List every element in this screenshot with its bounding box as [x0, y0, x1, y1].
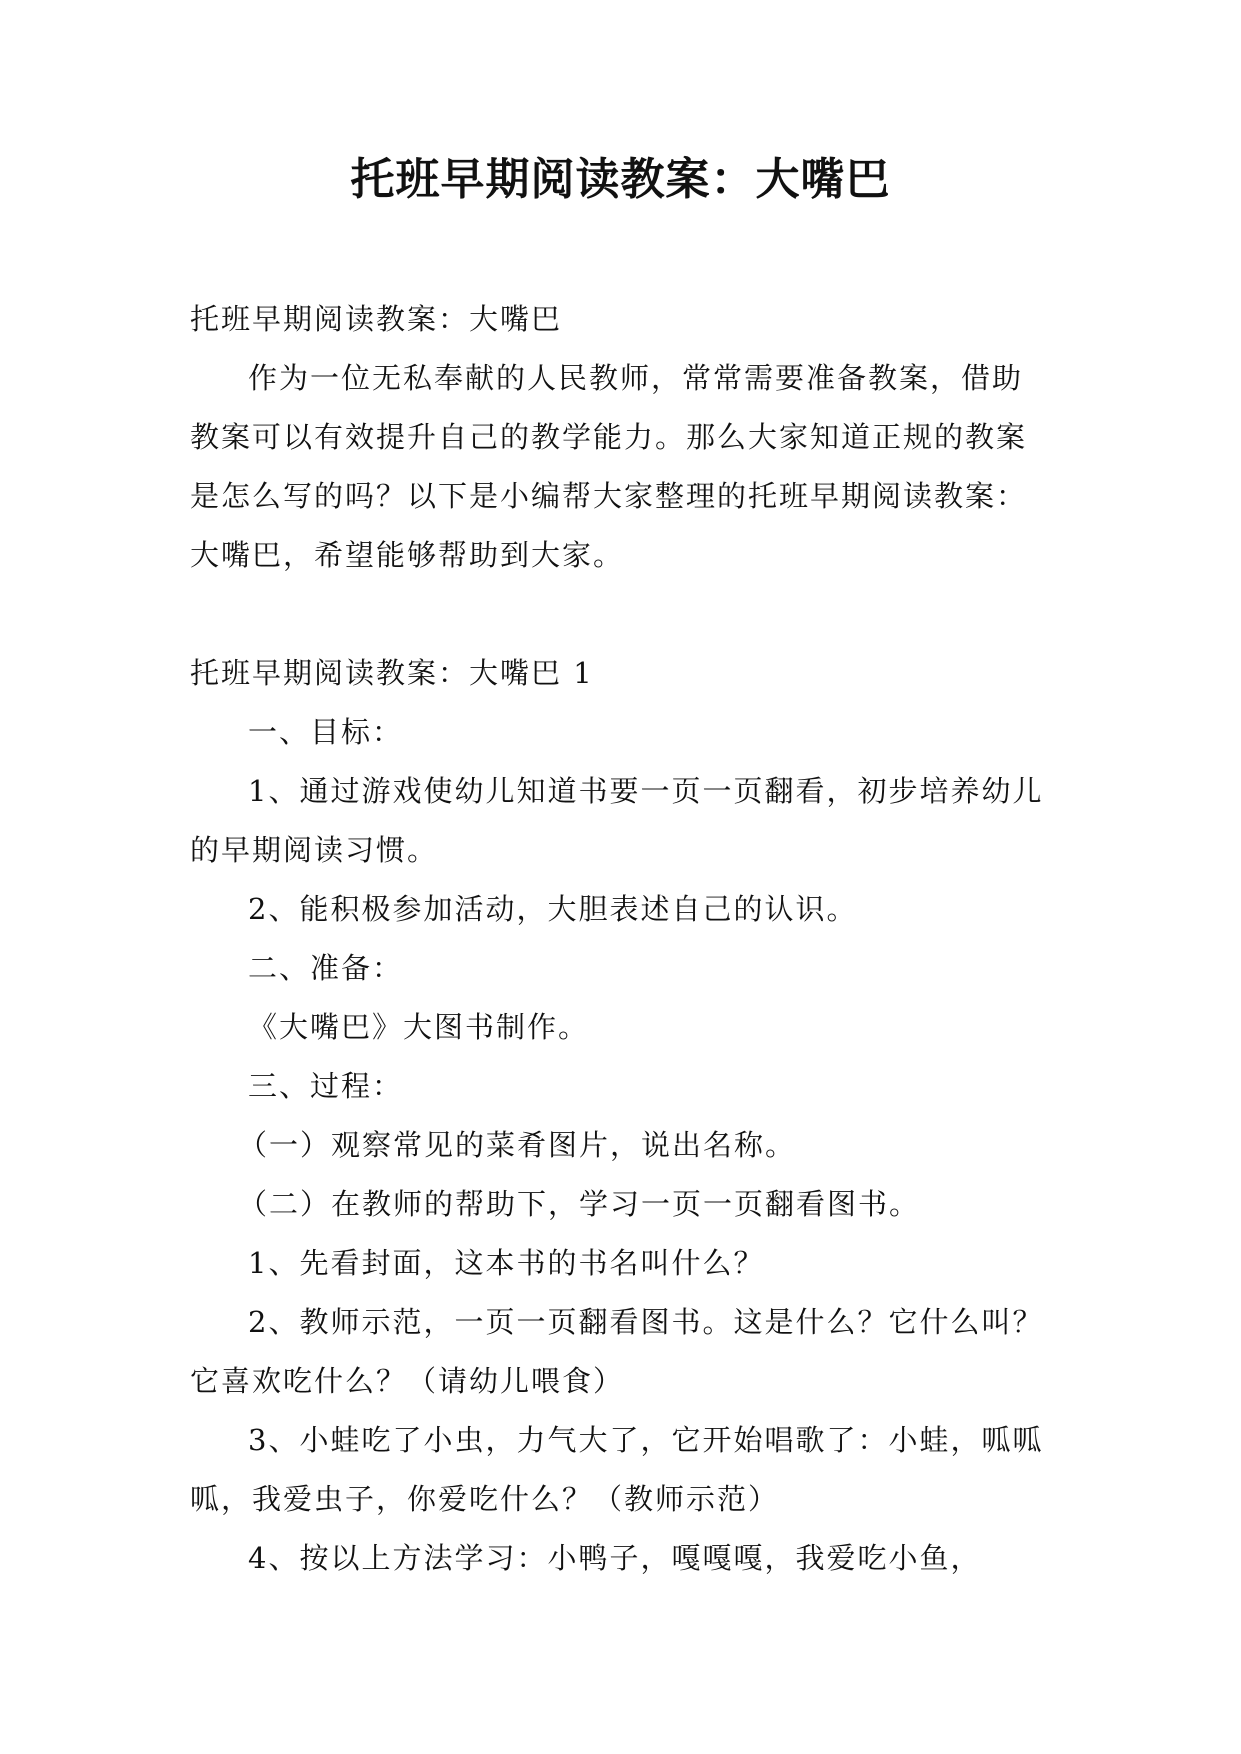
- paragraph-gap: [190, 585, 1052, 644]
- goal-item-1: 1、通过游戏使幼儿知道书要一页一页翻看，初步培养幼儿的早期阅读习惯。: [190, 774, 1044, 867]
- process-substep-1: 1、先看封面，这本书的书名叫什么？: [248, 1246, 765, 1280]
- process-step-1: （一）观察常见的菜肴图片，说出名称。: [238, 1128, 797, 1162]
- document-title: 托班早期阅读教案：大嘴巴: [350, 154, 891, 205]
- document-body: [190, 290, 1052, 1588]
- goal-item-2: 2、能积极参加活动，大胆表述自己的认识。: [248, 892, 858, 926]
- process-substep-3: 3、小蛙吃了小虫，力气大了，它开始唱歌了：小蛙，呱呱呱，我爱虫子，你爱吃什么？（教师示范）: [190, 1423, 1044, 1516]
- section-heading: 托班早期阅读教案：大嘴巴 1: [190, 656, 594, 690]
- intro-paragraph: 作为一位无私奉献的人民教师，常常需要准备教案，借助教案可以有效提升自己的教学能力。那么大家知道正规的教案是怎么写的吗？以下是小编帮大家整理的托班早期阅读教案：大嘴巴，希望能够帮助到大家。: [190, 361, 1028, 572]
- goal-heading: 一、目标：: [248, 715, 404, 749]
- prep-item: 《大嘴巴》大图书制作。: [248, 1010, 590, 1044]
- process-step-2: （二）在教师的帮助下，学习一页一页翻看图书。: [238, 1187, 921, 1221]
- process-heading: 三、过程：: [248, 1069, 404, 1103]
- process-substep-2: 2、教师示范，一页一页翻看图书。这是什么？它什么叫？它喜欢吃什么？（请幼儿喂食）: [190, 1305, 1044, 1398]
- process-substep-4: 4、按以上方法学习：小鸭子，嘎嘎嘎，我爱吃小鱼，: [248, 1541, 982, 1575]
- prep-heading: 二、准备：: [248, 951, 404, 985]
- heading-line: 托班早期阅读教案：大嘴巴: [190, 302, 563, 336]
